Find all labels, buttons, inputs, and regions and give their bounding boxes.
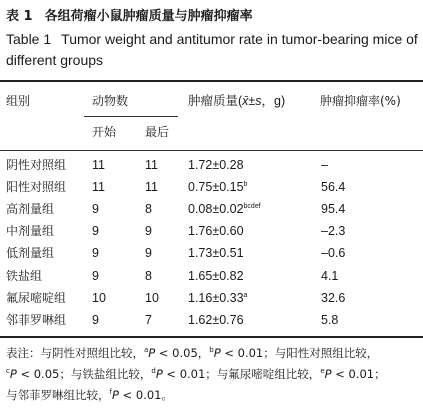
cell-start: 9 xyxy=(92,246,99,260)
header-animal-count: 动物数 xyxy=(92,94,129,108)
significance-marker: b xyxy=(243,181,248,188)
cell-inhibition-rate: 5.8 xyxy=(321,313,339,327)
cell-end: 10 xyxy=(145,291,159,305)
cell-start: 11 xyxy=(92,158,105,172)
cell-tumor-weight: 1.73±0.51 xyxy=(188,246,244,260)
cell-end: 8 xyxy=(145,269,152,283)
table-title-english xyxy=(6,29,418,71)
cell-tumor-weight: 1.72±0.28 xyxy=(188,158,244,172)
significance-marker: a xyxy=(243,292,248,299)
header-rule xyxy=(0,150,423,151)
table-title-chinese xyxy=(6,5,253,24)
cell-start: 9 xyxy=(92,224,99,238)
cell-end: 7 xyxy=(145,313,152,327)
cell-group: 中剂量组 xyxy=(6,224,55,238)
cell-end: 9 xyxy=(145,246,152,260)
cell-end: 11 xyxy=(145,180,158,194)
cell-start: 11 xyxy=(92,180,105,194)
bottom-rule xyxy=(0,336,423,338)
cell-group: 氟尿嘧啶组 xyxy=(6,291,67,305)
cell-inhibition-rate: 32.6 xyxy=(321,291,346,305)
top-rule xyxy=(0,80,423,82)
cell-group: 高剂量组 xyxy=(6,202,55,216)
table-number: 表 1 xyxy=(6,9,33,24)
table-number-en: Table 1 xyxy=(6,31,52,47)
cell-inhibition-rate: 4.1 xyxy=(321,269,339,283)
cell-start: 10 xyxy=(92,291,106,305)
cell-start: 9 xyxy=(92,269,99,283)
cell-tumor-weight: 1.16±0.33$^a$ xyxy=(188,291,248,305)
cell-group: 铁盐组 xyxy=(6,269,43,283)
cell-group: 邻菲罗啉组 xyxy=(6,313,67,327)
cell-inhibition-rate: – xyxy=(321,158,328,172)
header-end: 最后 xyxy=(145,125,170,139)
header-tumor-weight: 肿瘤质量(x̄±s，g) xyxy=(188,94,286,108)
cell-inhibition-rate: 95.4 xyxy=(321,202,346,216)
cell-inhibition-rate: –0.6 xyxy=(321,246,346,260)
cell-tumor-weight: 1.76±0.60 xyxy=(188,224,244,238)
cell-tumor-weight: $0.08\pm 0.02^{bcdef}$ xyxy=(188,202,261,216)
header-start: 开始 xyxy=(92,125,117,139)
animal-count-subrule xyxy=(84,116,178,117)
header-inhibition-rate: 肿瘤抑瘤率(%) xyxy=(320,94,401,108)
cell-inhibition-rate: 56.4 xyxy=(321,180,346,194)
cell-group: 阴性对照组 xyxy=(6,158,67,172)
cell-tumor-weight: 1.62±0.76 xyxy=(188,313,244,327)
cell-inhibition-rate: –2.3 xyxy=(321,224,346,238)
cell-end: 11 xyxy=(145,158,158,172)
cell-end: 8 xyxy=(145,202,152,216)
cell-end: 9 xyxy=(145,224,152,238)
cell-group: 低剂量组 xyxy=(6,246,55,260)
cell-tumor-weight: 0.75±0.15$^b$ xyxy=(188,180,248,194)
title-cn-text: 各组荷瘤小鼠肿瘤质量与肿瘤抑瘤率 xyxy=(44,9,253,24)
cell-start: 9 xyxy=(92,202,99,216)
cell-start: 9 xyxy=(92,313,99,327)
header-group: 组别 xyxy=(6,94,31,108)
cell-group: 阳性对照组 xyxy=(6,180,67,194)
cell-tumor-weight: 1.65±0.82 xyxy=(188,269,244,283)
significance-marker: bcdef xyxy=(243,203,261,210)
title-en-text: Tumor weight and antitumor rate in tumor-bearing mice of different groups xyxy=(6,31,418,68)
table-footnote: 表注：与阴性对照组比较，$^a$P < 0.05，$^b$P < 0.01；与阳性对照组比较， $^c$P < 0.05；与铁盐组比较，$^d$P < 0.01；与氟尿嘧啶组比较，$^e$P < 0.01； 与邻菲罗啉组比较，$^f$P < 0.01。 xyxy=(6,346,386,402)
